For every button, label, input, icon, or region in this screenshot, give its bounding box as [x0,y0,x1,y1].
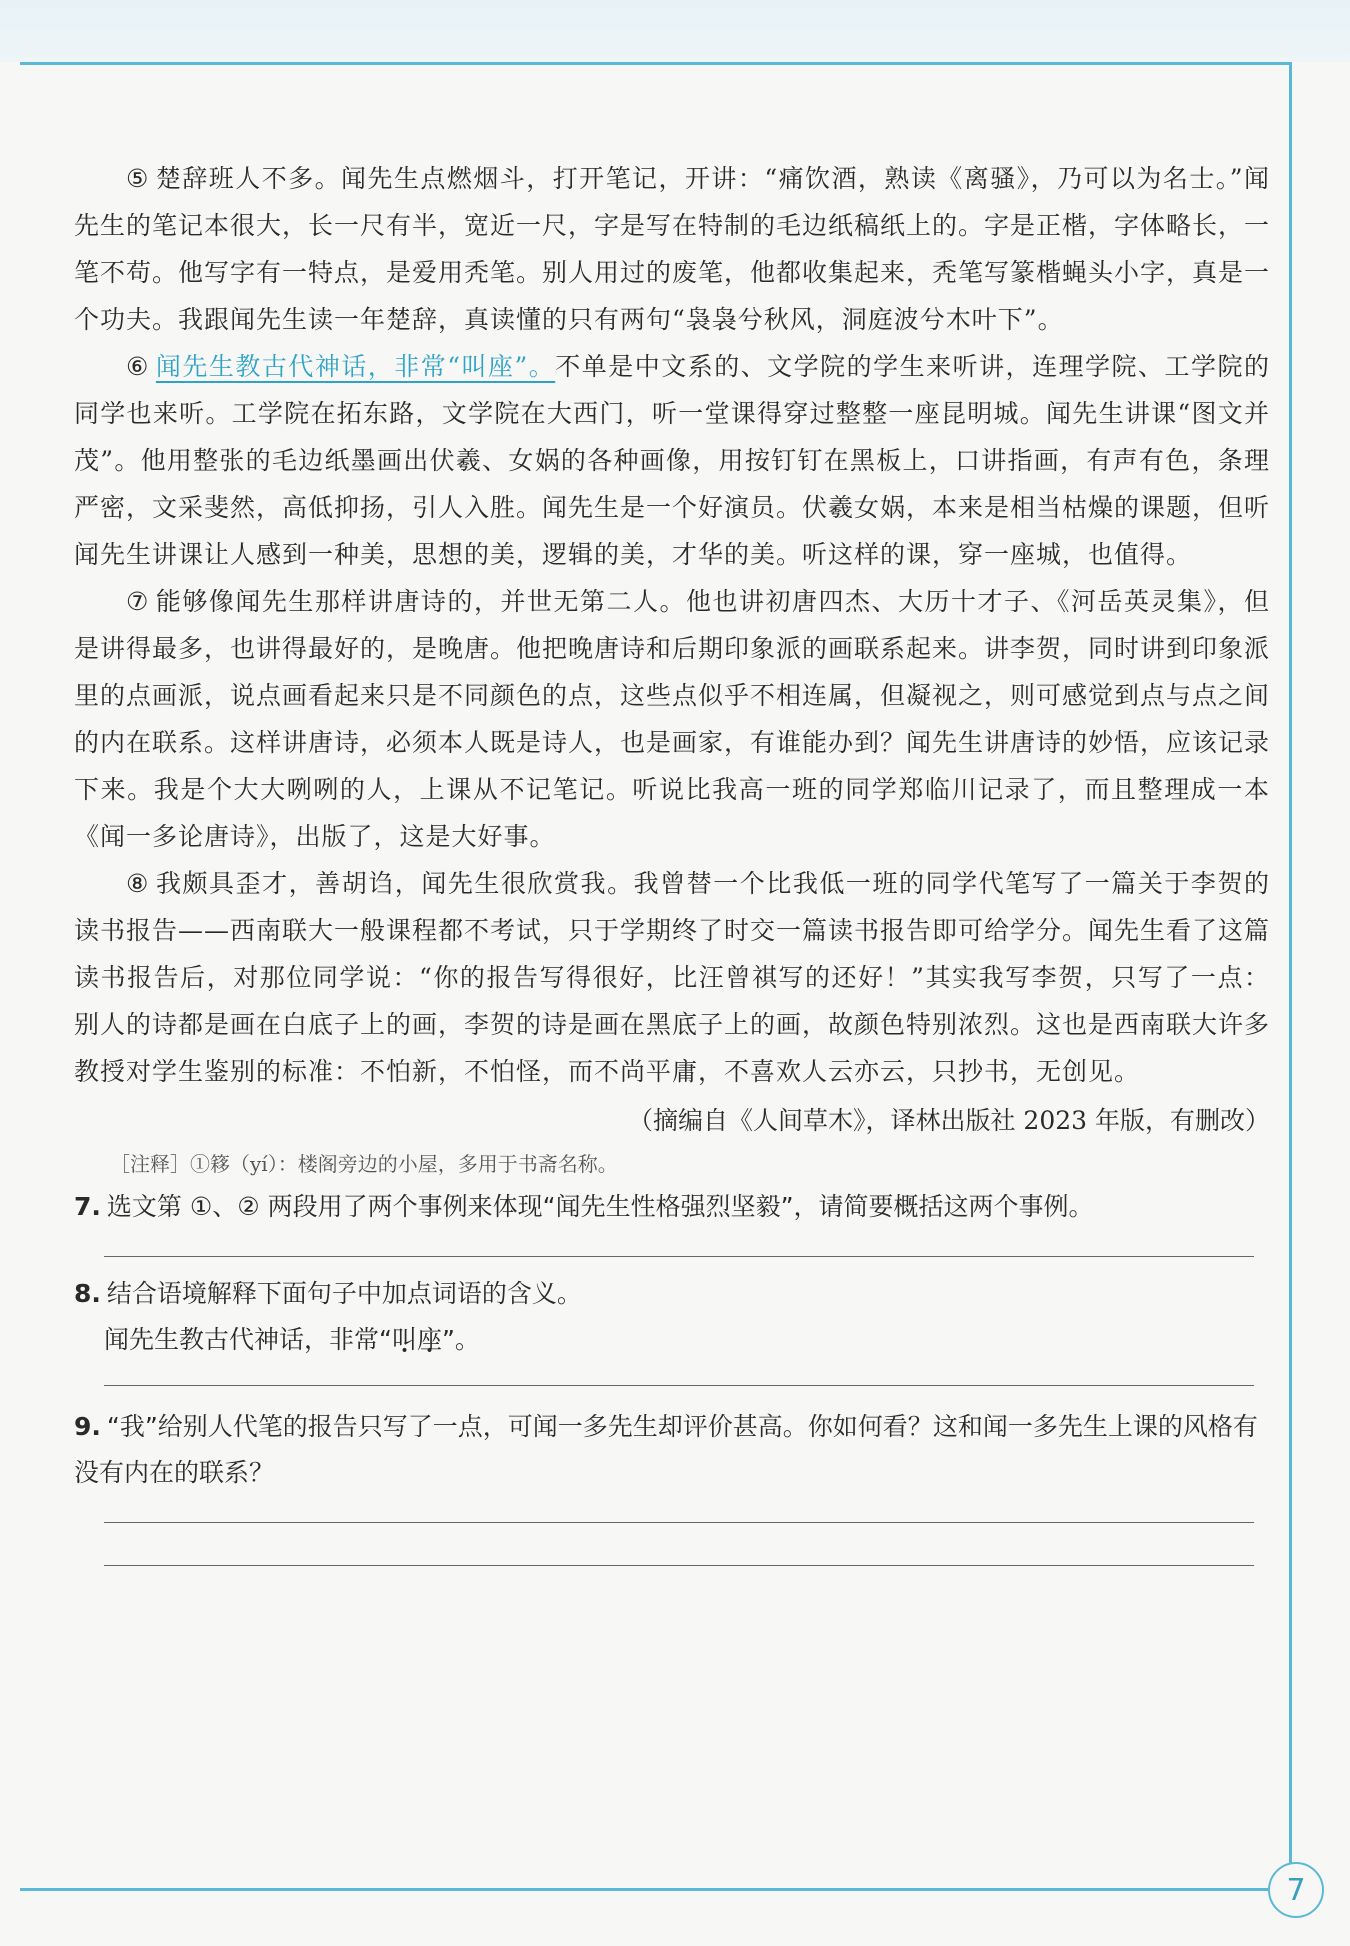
para-number: ⑥ [126,352,150,381]
answer-line[interactable] [104,1565,1254,1566]
para-number: ⑦ [126,587,150,616]
para-text: 楚辞班人不多。闻先生点燃烟斗，打开笔记，开讲：“痛饮酒，熟读《离骚》，乃可以为名士。”闻先生的笔记本很大，长一尺有半，宽近一尺，字是写在特制的毛边纸稿纸上的。字是正楷，字体略长，一笔不苟。他写字有一特点，是爱用秃笔。别人用过的废笔，他都收集起来，秃笔写篆楷蝇头小字，真是一个功夫。我跟闻先生读一年楚辞，真读懂的只有两句“袅袅兮秋风，洞庭波兮木叶下”。 [74,164,1271,334]
question-number: 7. [74,1192,101,1221]
question-text: “我”给别人代笔的报告只写了一点，可闻一多先生却评价甚高。你如何看？这和闻一多先生上课的风格有没有内在的联系？ [74,1412,1258,1487]
bottom-rule [20,1888,1268,1891]
highlighted-sentence: 闻先生教古代神话，非常“叫座”。 [155,352,556,381]
para-number: ⑤ [126,164,150,193]
paragraph-7 [74,578,1270,860]
para-text: 能够像闻先生那样讲唐诗的，并世无第二人。他也讲初唐四杰、大历十才子、《河岳英灵集》，但是讲得最多，也讲得最好的，是晚唐。他把晚唐诗和后期印象派的画联系起来。讲李贺，同时讲到印象派里的点画派，说点画看起来只是不同颜色的点，这些点似乎不相连属，但凝视之，则可感觉到点与点之间的内在联系。这样讲唐诗，必须本人既是诗人，也是画家，有谁能办到？闻先生讲唐诗的妙悟，应该记录下来。我是个大大咧咧的人，上课从不记笔记。听说比我高一班的同学郑临川记录了，而且整理成一本《闻一多论唐诗》，出版了，这是大好事。 [74,587,1271,851]
sentence-text: 闻先生教古代神话，非常“ [104,1325,392,1354]
sentence-text: ”。 [441,1325,480,1354]
question-8-sentence [74,1317,1270,1363]
article-content [74,155,1270,1566]
paragraph-6 [74,343,1270,578]
question-9 [74,1404,1270,1496]
top-band [0,0,1350,62]
para-text: 不单是中文系的、文学院的学生来听讲，连理学院、工学院的同学也来听。工学院在拓东路，文学院在大西门，听一堂课得穿过整整一座昆明城。闻先生讲课“图文并茂”。他用整张的毛边纸墨画出伏羲、女娲的各种画像，用按钉钉在黑板上，口讲指画，有声有色，条理严密，文采斐然，高低抑扬，引人入胜。闻先生是一个好演员。伏羲女娲，本来是相当枯燥的课题，但听闻先生讲课让人感到一种美，思想的美，逻辑的美，才华的美。听这样的课，穿一座城，也值得。 [74,352,1271,569]
source-citation: （摘编自《人间草木》，译林出版社 2023 年版，有删改） [627,1106,1270,1135]
question-number: 9. [74,1412,101,1441]
annotation-note: ［注释］①簃（yí）：楼阁旁边的小屋，多用于书斋名称。 [110,1152,618,1176]
dotted-char: 座 [416,1325,442,1354]
paragraph-5 [74,155,1270,343]
question-8 [74,1271,1270,1317]
question-text: 结合语境解释下面句子中加点词语的含义。 [106,1279,582,1308]
question-text: 选文第 ①、② 两段用了两个事例来体现“闻先生性格强烈坚毅”，请简要概括这两个事例。 [106,1192,1094,1221]
para-text: 我颇具歪才，善胡诌，闻先生很欣赏我。我曾替一个比我低一班的同学代笔写了一篇关于李贺的读书报告——西南联大一般课程都不考试，只于学期终了时交一篇读书报告即可给学分。闻先生看了这篇读书报告后，对那位同学说：“你的报告写得很好，比汪曾祺写的还好！”其实我写李贺，只写了一点：别人的诗都是画在白底子上的画，李贺的诗是画在黑底子上的画，故颜色特别浓烈。这也是西南联大许多教授对学生鉴别的标准：不怕新，不怕怪，而不尚平庸，不喜欢人云亦云，只抄书，无创见。 [74,869,1271,1086]
page-number: 7 [1268,1862,1324,1918]
question-number: 8. [74,1279,101,1308]
dotted-char: 叫 [391,1325,417,1354]
question-7 [74,1184,1270,1230]
para-number: ⑧ [126,869,150,898]
paragraph-8 [74,860,1270,1095]
